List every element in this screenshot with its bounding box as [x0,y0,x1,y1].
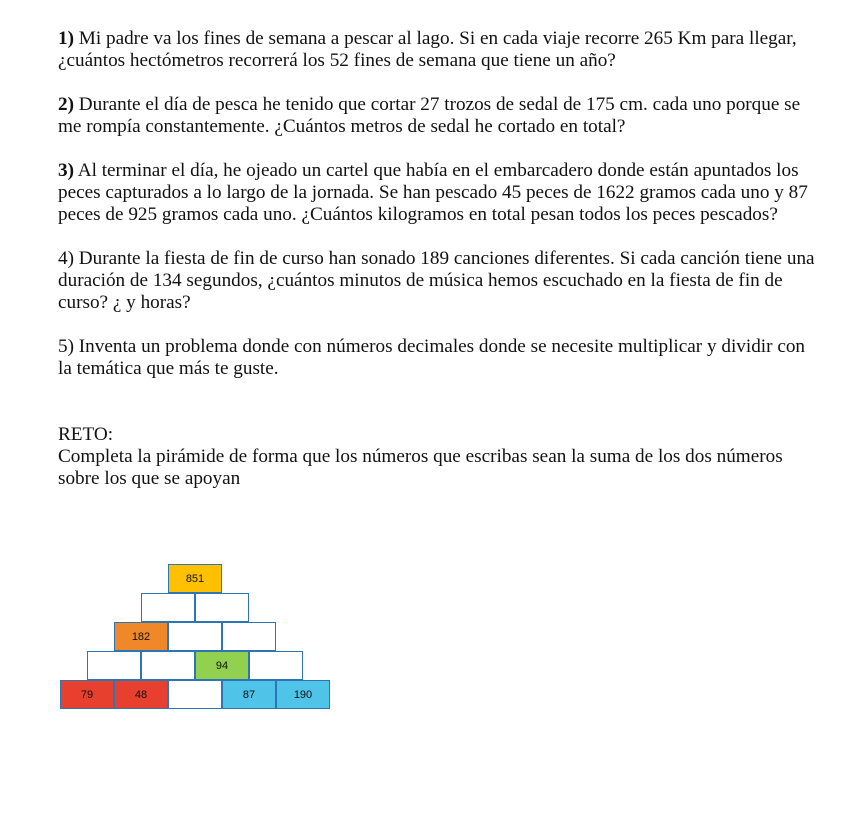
pyramid-cell: 48 [114,680,168,709]
reto-instructions: Completa la pirámide de forma que los números que escribas sean la suma de los dos números sobre los que se apoyan [58,446,783,489]
pyramid-cell: 182 [114,622,168,651]
problem-number: 2) [58,94,74,115]
pyramid-cell: 851 [168,564,222,593]
pyramid-cell[interactable] [87,651,141,680]
problem-number: 1) [58,28,74,49]
problem-3 [58,160,818,226]
problem-4 [58,248,818,314]
pyramid-cell[interactable] [195,593,249,622]
reto-title: RETO: [58,424,114,445]
worksheet [58,28,818,490]
pyramid-cell[interactable] [168,680,222,709]
problem-text: Durante el día de pesca he tenido que cortar 27 trozos de sedal de 175 cm. cada uno porque se me rompía constantemente. ¿Cuántos metros de sedal he cortado en total? [58,94,801,137]
problem-2 [58,94,818,138]
pyramid-cell[interactable] [249,651,303,680]
problem-text: Mi padre va los fines de semana a pescar al lago. Si en cada viaje recorre 265 Km para llegar, ¿cuántos hectómetros recorrerá los 52 fines de semana que tiene un año? [58,28,797,71]
problem-text: Inventa un problema donde con números decimales donde se necesite multiplicar y dividir con la temática que más te guste. [58,336,806,379]
pyramid-cell[interactable] [168,622,222,651]
problem-5 [58,336,818,380]
pyramid-cell[interactable] [141,651,195,680]
problem-number: 3) [58,160,74,181]
problem-text: Al terminar el día, he ojeado un cartel que había en el embarcadero donde están apuntados los peces capturados a lo largo de la jornada. Se han pescado 45 peces de 1622 gramos cada uno y 87 peces de 925 gramos cada uno. ¿Cuántos kilogramos en total pesan todos los peces pescados? [58,160,808,225]
pyramid-cell: 79 [60,680,114,709]
problem-text: Durante la fiesta de fin de curso han sonado 189 canciones diferentes. Si cada canción tiene una duración de 134 segundos, ¿cuántos minutos de música hemos escuchado en la fiesta de fin de curso? ¿ y horas? [58,248,815,313]
pyramid-cell[interactable] [141,593,195,622]
pyramid-cell: 87 [222,680,276,709]
problem-number: 4) [58,248,74,269]
problem-1 [58,28,818,72]
pyramid-cell: 190 [276,680,330,709]
problem-number: 5) [58,336,74,357]
pyramid-cell: 94 [195,651,249,680]
pyramid-cell[interactable] [222,622,276,651]
